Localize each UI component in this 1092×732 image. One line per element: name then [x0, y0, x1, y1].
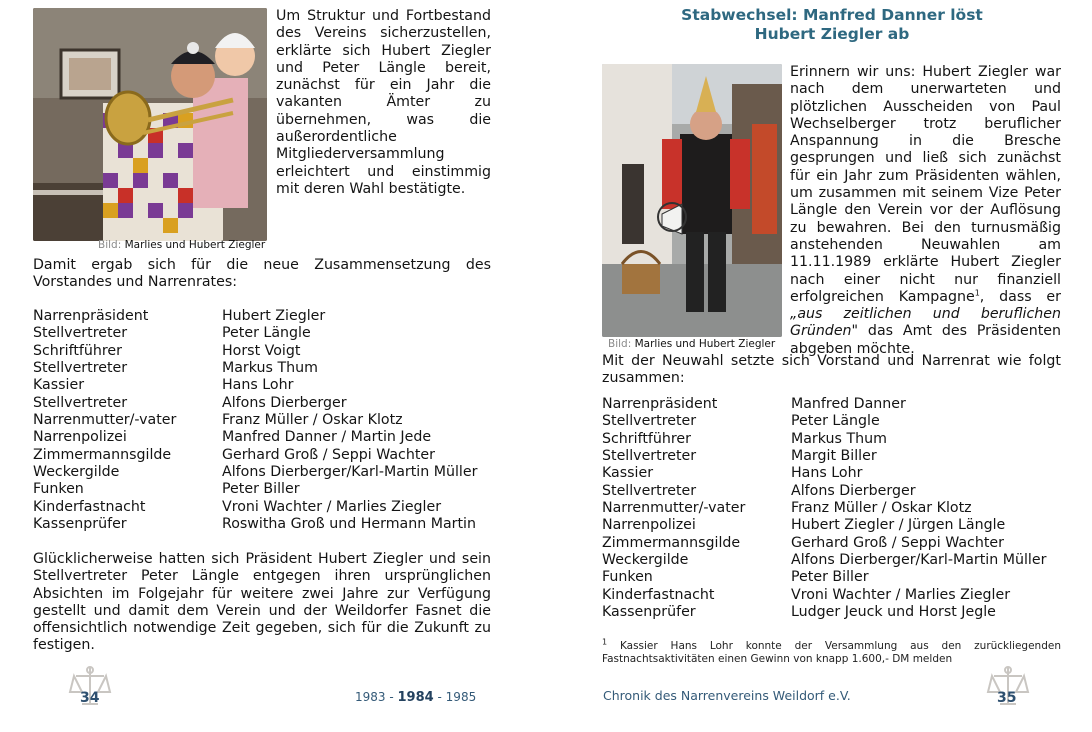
roster-name: Peter Biller: [222, 481, 300, 498]
roster-name: Vroni Wachter / Marlies Ziegler: [222, 498, 442, 515]
roster-row: [33, 464, 477, 481]
footnote-text: Kassier Hans Lohr konnte der Versammlung aus den zurückliegenden Fastnachtsaktivitäten einen Gewinn von knapp 1.600,- DM melden: [602, 640, 1061, 665]
roster-role: Stellvertreter: [602, 413, 697, 430]
roster-row: [33, 429, 477, 446]
roster-role: Funken: [33, 481, 84, 498]
year-next: 1985: [445, 690, 477, 704]
roster-role: Kassenprüfer: [602, 604, 696, 621]
roster-name: Margit Biller: [791, 448, 877, 465]
page-number: 34: [80, 690, 100, 706]
roster-name: Hans Lohr: [791, 465, 863, 482]
photo-illustration: [33, 8, 267, 241]
carnival-photo-megaphone: [602, 64, 782, 337]
roster-name: Manfred Danner: [791, 396, 906, 413]
roster-row: [33, 360, 477, 377]
intro-paragraph: [790, 64, 1061, 358]
intro-paragraph: Um Struktur und Fortbestand des Vereins sicherzustellen, erklärte sich Hubert Ziegler und Peter Längle bereit, zunächst für ein Jahr die vakanten Ämter zu übernehmen, was die außerordentliche Mitgliederversammlung erleichtert und einstimmig mit deren Wahl bestätigte.: [276, 8, 491, 197]
roster-row: [602, 535, 1046, 552]
roster-row: [602, 500, 1046, 517]
heading-line: Hubert Ziegler ab: [754, 25, 910, 43]
roster-role: Kassier: [602, 465, 654, 482]
board-roster: [33, 308, 477, 533]
roster-row: [33, 395, 477, 412]
roster-role: Narrenmutter/-vater: [602, 500, 746, 517]
roster-name: Franz Müller / Oskar Klotz: [222, 412, 403, 429]
roster-role: Stellvertreter: [602, 448, 697, 465]
roster-name: Hubert Ziegler / Jürgen Längle: [791, 517, 1006, 534]
roster-role: Weckergilde: [602, 552, 689, 569]
roster-row: [602, 431, 1046, 448]
roster-name: Franz Müller / Oskar Klotz: [791, 500, 972, 517]
roster-role: Narrenpolizei: [33, 429, 127, 446]
intro-text: Erinnern wir uns: Hubert Ziegler war nach dem unerwarteten und plötzlichen Ausscheiden von Paul Wechselberger trotz beruflicher Anspannung in die Bresche gesprungen und ließ sich zunächst für ein Jahr zum Präsidenten wählen, um zusammen mit seinem Vize Peter Längle den Verein vor der Auflösung zu bewahren. Bei den turnusmäßig anstehenden Neuwahlen am 11.11.1989 erklärte Hubert Ziegler nach einer nicht nur finanziell erfolgreichen Kampagne: [790, 64, 1061, 305]
roster-role: Zimmermannsgilde: [33, 446, 172, 463]
roster-row: [33, 499, 477, 516]
roster-name: Peter Längle: [791, 413, 880, 430]
photo-caption: [98, 239, 265, 251]
roster-role: Narrenpolizei: [602, 517, 696, 534]
roster-name: Hans Lohr: [222, 377, 294, 394]
roster-name: Peter Biller: [791, 569, 869, 586]
year-current: 1984: [397, 690, 434, 705]
roster-name: Hubert Ziegler: [222, 308, 326, 325]
caption-credit: Marlies und Hubert Ziegler: [124, 239, 266, 251]
roster-name: Peter Längle: [222, 325, 311, 342]
roster-name: Alfons Dierberger/Karl-Martin Müller: [791, 552, 1047, 569]
roster-role: Funken: [602, 569, 653, 586]
footnote-reference: 1: [974, 288, 980, 298]
roster-role: Narrenpräsident: [33, 308, 149, 325]
board-roster: [602, 396, 1046, 621]
roster-role: Weckergilde: [33, 464, 120, 481]
intro-text: , dass er: [979, 288, 1061, 305]
roster-name: Horst Voigt: [222, 342, 301, 359]
roster-row: [33, 308, 477, 325]
roster-row: [602, 587, 1046, 604]
roster-name: Alfons Dierberger/Karl-Martin Müller: [222, 464, 478, 481]
roster-row: [33, 343, 477, 360]
intro-quote: „aus zeitlichen und beruflichen Gründen: [790, 306, 1061, 340]
roster-row: [602, 552, 1046, 569]
roster-row: [602, 569, 1046, 586]
caption-prefix: Bild:: [98, 239, 122, 251]
roster-row: [602, 465, 1046, 482]
roster-role: Kassenprüfer: [33, 516, 127, 533]
roster-row: [602, 604, 1046, 621]
roster-role: Kinderfastnacht: [33, 498, 146, 515]
right-page: [546, 0, 1092, 732]
year-range: [355, 690, 476, 705]
roster-name: Gerhard Groß / Seppi Wachter: [791, 534, 1004, 551]
section-heading: [646, 6, 1018, 44]
roster-role: Kinderfastnacht: [602, 586, 715, 603]
roster-row: [602, 413, 1046, 430]
composition-lead: Mit der Neuwahl setzte sich Vorstand und Narrenrat wie folgt zusammen:: [602, 353, 1061, 387]
roster-role: Schriftführer: [33, 342, 122, 359]
roster-name: Gerhard Groß / Seppi Wachter: [222, 446, 435, 463]
carnival-photo-trombone: [33, 8, 267, 241]
photo-illustration: [602, 64, 782, 337]
photo-caption: [608, 338, 775, 350]
roster-role: Narrenpräsident: [602, 396, 718, 413]
roster-role: Narrenmutter/-vater: [33, 412, 177, 429]
roster-name: Roswitha Groß und Hermann Martin: [222, 516, 476, 533]
roster-row: [33, 412, 477, 429]
roster-name: Ludger Jeuck und Horst Jegle: [791, 604, 996, 621]
caption-credit: Marlies und Hubert Ziegler: [634, 338, 776, 350]
roster-role: Schriftführer: [602, 430, 691, 447]
roster-role: Zimmermannsgilde: [602, 534, 741, 551]
caption-prefix: Bild:: [608, 338, 632, 350]
roster-role: Kassier: [33, 377, 85, 394]
roster-row: [33, 447, 477, 464]
roster-name: Alfons Dierberger: [791, 482, 916, 499]
roster-row: [33, 377, 477, 394]
composition-lead: Damit ergab sich für die neue Zusammensetzung des Vorstandes und Narrenrates:: [33, 257, 491, 291]
roster-name: Markus Thum: [222, 360, 318, 377]
roster-role: Stellvertreter: [33, 360, 128, 377]
roster-role: Stellvertreter: [33, 394, 128, 411]
roster-name: Vroni Wachter / Marlies Ziegler: [791, 586, 1011, 603]
roster-row: [33, 516, 477, 533]
year-previous: 1983: [355, 690, 386, 704]
closing-paragraph: Glücklicherweise hatten sich Präsident Hubert Ziegler und sein Stellvertreter Peter Längle entgegen ihren ursprünglichen Absichten im Folgejahr für weitere zwei Jahre zur Verfügung gestellt und damit dem Verein und der Weildorfer Fasnet die offensichtlich notwendige Zeit gegeben, sich für die Zukunft zu festigen.: [33, 551, 491, 654]
roster-row: [602, 448, 1046, 465]
footnote: [602, 637, 1061, 665]
year-separator: -: [433, 690, 446, 704]
roster-role: Stellvertreter: [602, 482, 697, 499]
roster-row: [33, 325, 477, 342]
roster-role: Stellvertreter: [33, 325, 128, 342]
roster-row: [33, 481, 477, 498]
roster-name: Markus Thum: [791, 430, 887, 447]
roster-name: Manfred Danner / Martin Jede: [222, 429, 432, 446]
footnote-mark: 1: [602, 637, 608, 647]
roster-row: [602, 517, 1046, 534]
year-separator: -: [385, 690, 398, 704]
chronicle-title: Chronik des Narrenvereins Weildorf e.V.: [603, 688, 851, 703]
roster-name: Alfons Dierberger: [222, 394, 347, 411]
roster-row: [602, 483, 1046, 500]
heading-line: Stabwechsel: Manfred Danner löst: [681, 6, 983, 24]
roster-row: [602, 396, 1046, 413]
intro-text: " das Amt des Präsidenten abgeben möchte.: [790, 323, 1061, 357]
page-number: 35: [997, 690, 1017, 706]
